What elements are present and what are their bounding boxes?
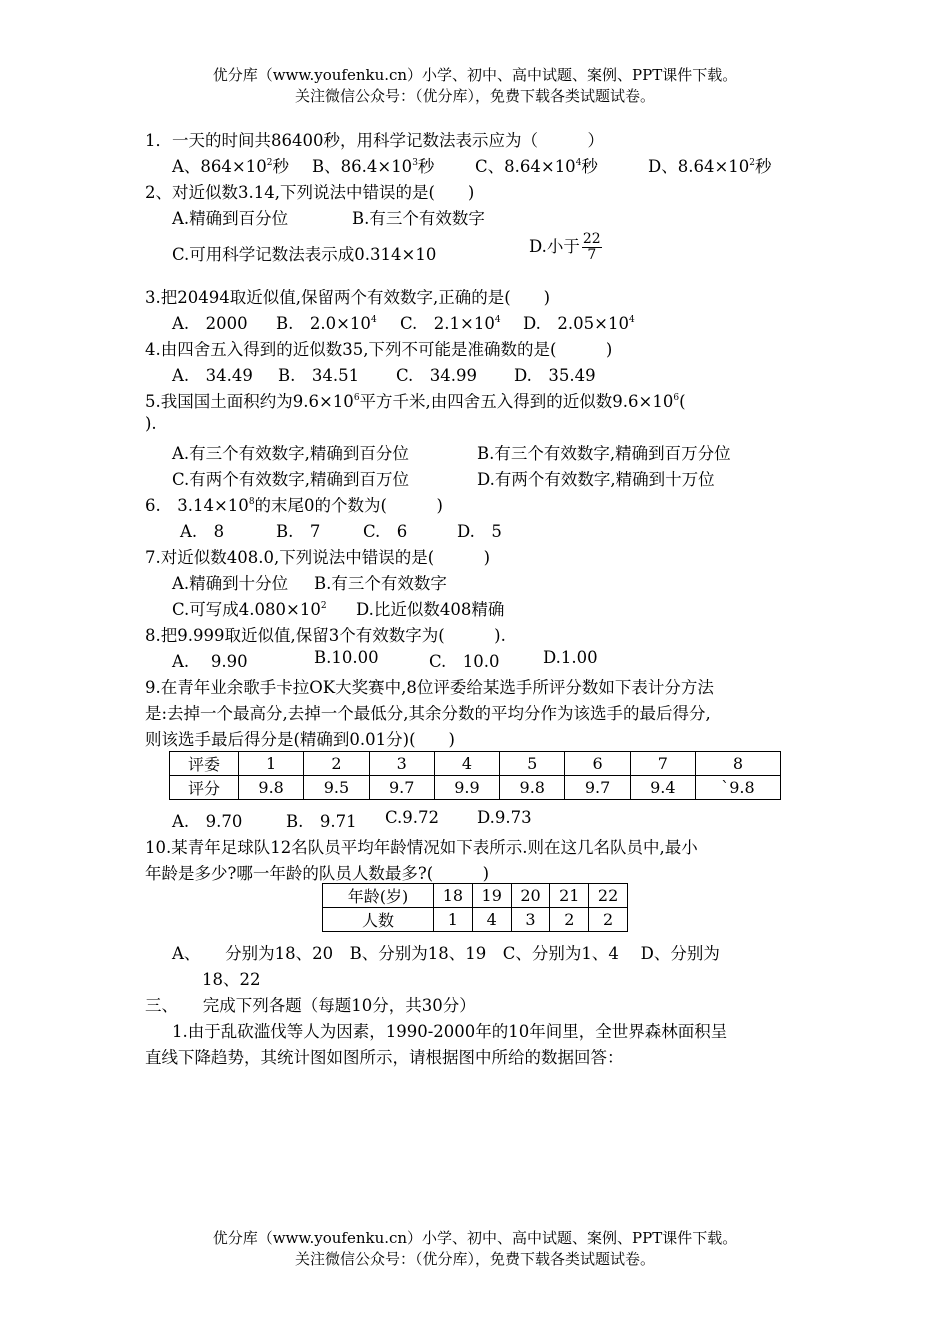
q9-score-table bbox=[169, 751, 781, 800]
table-cell: 4 bbox=[472, 908, 511, 932]
table-cell: 9.8 bbox=[500, 776, 565, 800]
q4-stem: 4.由四舍五入得到的近似数35,下列不可能是准确数的是( ) bbox=[145, 340, 613, 359]
q8-option-a: A. 9.90 bbox=[172, 652, 248, 671]
q8-option-d: D.1.00 bbox=[543, 648, 598, 667]
q1-option-b: B、$86.4\times 10^3$秒 bbox=[312, 157, 435, 176]
table-cell: 9.4 bbox=[630, 776, 695, 800]
q5-option-a: A.有三个有效数字,精确到百分位 bbox=[172, 444, 409, 463]
q10-options: A、 分别为18、20 B、分别为18、19 C、分别为1、4 D、分别为 bbox=[172, 944, 720, 963]
table-cell: 评委 bbox=[170, 752, 239, 776]
q3-stem: 3.把20494取近似值,保留两个有效数字,正确的是( ) bbox=[145, 288, 551, 307]
table-cell: 6 bbox=[565, 752, 630, 776]
q10-line-2: 年龄是多少?哪一年龄的队员人数最多?( ) bbox=[145, 864, 490, 883]
footer-line-1: 优分库（www.youfenku.cn）小学、初中、高中试题、案例、PPT课件下载。 bbox=[212, 1229, 738, 1247]
header-line-1: 优分库（www.youfenku.cn）小学、初中、高中试题、案例、PPT课件下载。 bbox=[212, 66, 738, 84]
table-cell: 9.9 bbox=[434, 776, 499, 800]
q1-stem: 1．一天的时间共86400秒，用科学记数法表示应为（ ） bbox=[145, 131, 604, 150]
table-cell: 1 bbox=[434, 908, 473, 932]
q10-options-cont: 18、22 bbox=[202, 970, 261, 989]
table-cell: 22 bbox=[589, 884, 628, 908]
q8-option-b: B.10.00 bbox=[314, 648, 379, 667]
q7-option-d: D.比近似数408精确 bbox=[356, 600, 505, 619]
q3-option-b: B. $2.0\times 10^4$ bbox=[276, 314, 377, 333]
q8-option-c: C. 10.0 bbox=[429, 652, 500, 671]
q6-option-d: D. 5 bbox=[457, 522, 502, 541]
q2-option-a: A.精确到百分位 bbox=[172, 209, 289, 228]
q6-option-a: A. 8 bbox=[180, 522, 225, 541]
q1-option-d: D、$8.64\times 10^2$秒 bbox=[648, 157, 772, 176]
q6-option-c: C. 6 bbox=[363, 522, 408, 541]
q7-option-a: A.精确到十分位 bbox=[172, 574, 289, 593]
q1-option-a: A、$864\times 10^2$秒 bbox=[172, 157, 289, 176]
table-cell: 2 bbox=[550, 908, 589, 932]
table-row bbox=[323, 884, 628, 908]
table-cell: 9.5 bbox=[304, 776, 369, 800]
q2-stem: 2、对近似数3.14,下列说法中错误的是( ) bbox=[145, 183, 475, 202]
table-cell: 年龄(岁) bbox=[323, 884, 434, 908]
q4-option-d: D. 35.49 bbox=[514, 366, 596, 385]
q2-option-b: B.有三个有效数字 bbox=[352, 209, 485, 228]
q5-stem-tail: ). bbox=[145, 414, 157, 433]
table-cell: 9.7 bbox=[565, 776, 630, 800]
q2-option-c: C.可用科学记数法表示成0.314×10 bbox=[172, 245, 437, 264]
table-cell: 21 bbox=[550, 884, 589, 908]
table-cell: 2 bbox=[304, 752, 369, 776]
table-row bbox=[323, 908, 628, 932]
q5-option-c: C.有两个有效数字,精确到百万位 bbox=[172, 470, 410, 489]
table-cell: `9.8 bbox=[695, 776, 780, 800]
fraction-22-7: $\frac{22}{7}$ bbox=[582, 231, 601, 263]
table-cell: 7 bbox=[630, 752, 695, 776]
table-cell: 3 bbox=[511, 908, 550, 932]
q7-option-c: C.可写成$4.080\times 10^2$ bbox=[172, 600, 327, 619]
table-cell: 5 bbox=[500, 752, 565, 776]
header-line-2: 关注微信公众号：（优分库），免费下载各类试题试卷。 bbox=[294, 87, 655, 105]
table-cell: 20 bbox=[511, 884, 550, 908]
q9-line-1: 9.在青年业余歌手卡拉OK大奖赛中,8位评委给某选手所评分数如下表计分方法 bbox=[145, 678, 714, 697]
q4-option-b: B. 34.51 bbox=[278, 366, 360, 385]
q1-option-c: C、$8.64\times 10^4$秒 bbox=[475, 157, 598, 176]
q3-option-c: C. $2.1\times 10^4$ bbox=[400, 314, 501, 333]
table-row bbox=[170, 776, 781, 800]
table-cell: 2 bbox=[589, 908, 628, 932]
q9-line-2: 是:去掉一个最高分,去掉一个最低分,其余分数的平均分作为该选手的最后得分, bbox=[145, 704, 711, 723]
q9-option-c: C.9.72 bbox=[385, 808, 440, 827]
section-3-title: 三、 完成下列各题（每题10分，共30分） bbox=[145, 996, 476, 1015]
table-cell: 评分 bbox=[170, 776, 239, 800]
q4-option-c: C. 34.99 bbox=[396, 366, 478, 385]
q3-option-d: D. $2.05\times 10^4$ bbox=[523, 314, 635, 333]
q9-line-3: 则该选手最后得分是(精确到0.01分)( ) bbox=[145, 730, 455, 749]
q10-line-1: 10.某青年足球队12名队员平均年龄情况如下表所示.则在这几名队员中,最小 bbox=[145, 838, 698, 857]
q5-stem: 5.我国国土面积约为$9.6\times 10^6$平方千米,由四舍五入得到的近似数$9.6\times 10^6$( bbox=[145, 392, 686, 411]
table-cell: 1 bbox=[239, 752, 304, 776]
table-cell: 4 bbox=[434, 752, 499, 776]
q3-option-a: A. 2000 bbox=[172, 314, 248, 333]
q7-option-b: B.有三个有效数字 bbox=[314, 574, 447, 593]
q5-option-d: D.有两个有效数字,精确到十万位 bbox=[477, 470, 715, 489]
q7-stem: 7.对近似数408.0,下列说法中错误的是( ) bbox=[145, 548, 491, 567]
table-cell: 人数 bbox=[323, 908, 434, 932]
q2-option-d: D.小于 $\frac{22}{7}$ bbox=[529, 231, 601, 263]
section-3-p1-line-1: 1.由于乱砍滥伐等人为因素，1990-2000年的10年间里，全世界森林面积呈 bbox=[172, 1022, 728, 1041]
table-cell: 8 bbox=[695, 752, 780, 776]
q9-option-b: B. 9.71 bbox=[286, 812, 357, 831]
footer-line-2: 关注微信公众号：（优分库），免费下载各类试题试卷。 bbox=[294, 1250, 655, 1268]
q9-option-a: A. 9.70 bbox=[172, 812, 243, 831]
q10-age-table bbox=[322, 883, 628, 932]
table-cell: 18 bbox=[434, 884, 473, 908]
table-row bbox=[170, 752, 781, 776]
q4-option-a: A. 34.49 bbox=[172, 366, 253, 385]
table-cell: 19 bbox=[472, 884, 511, 908]
q5-option-b: B.有三个有效数字,精确到百万分位 bbox=[477, 444, 731, 463]
table-cell: 9.7 bbox=[369, 776, 434, 800]
q9-option-d: D.9.73 bbox=[477, 808, 532, 827]
q6-option-b: B. 7 bbox=[276, 522, 321, 541]
table-cell: 9.8 bbox=[239, 776, 304, 800]
section-3-p1-line-2: 直线下降趋势，其统计图如图所示，请根据图中所给的数据回答： bbox=[145, 1048, 624, 1067]
q8-stem: 8.把9.999取近似值,保留3个有效数字为( ). bbox=[145, 626, 506, 645]
q6-stem: 6. $3.14\times 10^8$的末尾0的个数为( ) bbox=[145, 496, 443, 515]
table-cell: 3 bbox=[369, 752, 434, 776]
